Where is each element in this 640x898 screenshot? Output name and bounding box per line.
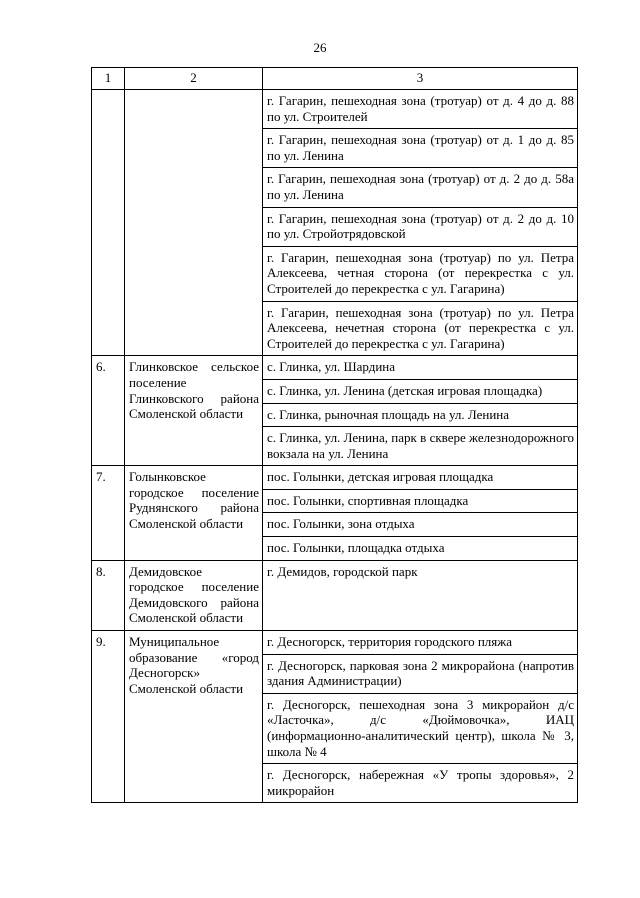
location-item: пос. Голынки, зона отдыха <box>263 512 577 536</box>
locations-table <box>91 67 578 803</box>
table-row <box>92 356 578 466</box>
row-number: 9. <box>92 631 125 803</box>
location-item: с. Глинка, ул. Шардина <box>267 359 396 375</box>
location-item: с. Глинка, ул. Ленина, парк в сквере железнодорожного вокзала на ул. Ленина <box>263 426 577 465</box>
location-item: пос. Голынки, детская игровая площадка <box>267 469 494 485</box>
header-col-2: 2 <box>125 68 263 90</box>
page-number: 26 <box>313 40 327 55</box>
locations-cell <box>263 466 578 560</box>
location-item: с. Глинка, ул. Ленина (детская игровая площадка) <box>263 379 577 403</box>
table-row <box>92 560 578 630</box>
header-col-3: 3 <box>263 68 578 90</box>
row-number-cell <box>92 90 125 356</box>
locations-cell <box>263 356 578 466</box>
settlement-cell <box>125 90 263 356</box>
location-item: с. Глинка, рыночная площадь на ул. Ленина <box>263 403 577 427</box>
table-row <box>92 631 578 803</box>
location-item: пос. Голынки, площадка отдыха <box>263 536 577 560</box>
settlement-name: Демидовское городское поселение Демидовского района Смоленской области <box>125 560 263 630</box>
location-item: г. Гагарин, пешеходная зона (тротуар) от д. 2 до д. 58а по ул. Ленина <box>263 167 577 206</box>
location-item: г. Гагарин, пешеходная зона (тротуар) от д. 4 до д. 88 по ул. Строителей <box>267 93 574 124</box>
location-item: пос. Голынки, спортивная площадка <box>263 489 577 513</box>
table-row-continued <box>92 90 578 356</box>
row-number: 8. <box>92 560 125 630</box>
settlement-name: Муниципальное образование «город Десногорск» Смоленской области <box>125 631 263 803</box>
location-item: г. Демидов, городской парк <box>263 560 578 630</box>
settlement-name: Голынковское городское поселение Руднянского района Смоленской области <box>125 466 263 560</box>
locations-cell <box>263 90 578 356</box>
location-item: г. Гагарин, пешеходная зона (тротуар) от д. 2 до д. 10 по ул. Стройотрядовской <box>263 207 577 246</box>
settlement-name: Глинковское сельское поселение Глинковского района Смоленской области <box>125 356 263 466</box>
table-header-row <box>92 68 578 90</box>
location-item: г. Гагарин, пешеходная зона (тротуар) от д. 1 до д. 85 по ул. Ленина <box>263 128 577 167</box>
row-number: 7. <box>92 466 125 560</box>
location-item: г. Десногорск, пешеходная зона 3 микрорайон д/с «Ласточка», д/с «Дюймовочка», ИАЦ (информационно-аналитический центр), школа № 3, школа № 4 <box>263 693 577 763</box>
location-item: г. Гагарин, пешеходная зона (тротуар) по ул. Петра Алексеева, четная сторона (от перекрестка с ул. Строителей до перекрестка с ул. Гагарина) <box>263 246 577 301</box>
location-item: г. Десногорск, парковая зона 2 микрорайона (напротив здания Администрации) <box>263 654 577 693</box>
location-item: г. Десногорск, территория городского пляжа <box>267 634 513 650</box>
location-item: г. Гагарин, пешеходная зона (тротуар) по ул. Петра Алексеева, нечетная сторона (от перекрестка с ул. Строителей до перекрестка с ул. Гагарина) <box>263 301 577 356</box>
header-col-1: 1 <box>92 68 125 90</box>
locations-cell <box>263 631 578 803</box>
row-number: 6. <box>92 356 125 466</box>
table-row <box>92 466 578 560</box>
location-item: г. Десногорск, набережная «У тропы здоровья», 2 микрорайон <box>263 763 577 802</box>
